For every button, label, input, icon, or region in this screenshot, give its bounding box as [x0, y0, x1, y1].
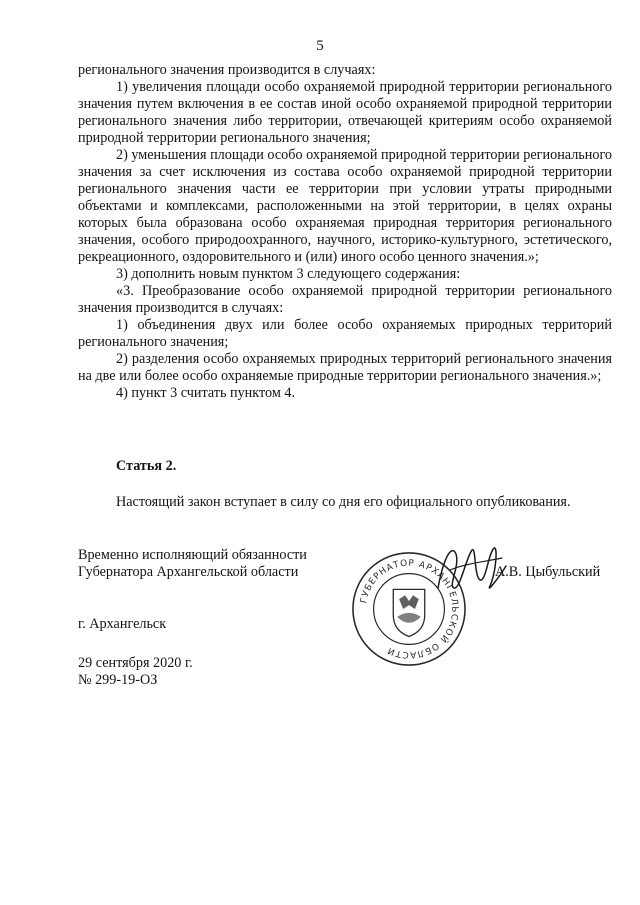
signer-name: А.В. Цыбульский: [495, 564, 601, 580]
signature-title-line: Губернатора Архангельской области: [78, 564, 299, 580]
date: 29 сентября 2020 г.: [78, 655, 193, 671]
paragraph: 3) дополнить новым пунктом 3 следующего содержания:: [116, 266, 461, 282]
paragraph: 2) уменьшения площади особо охраняемой природной территории регионального значения за счет исключения из состава особо охраняемой природной территории регионального значения части ее территории при условии утраты природными объектами и комплексами, расположенными на этой территории, в целях охраны которых была образована особо охраняемая природная территория регионального значения, особого природоохранного, научного, историко-культурного, эстетического, рекреационного, оздоровительного и (или) иного особо ценного значения.»;: [78, 147, 613, 265]
paragraph: 1) объединения двух или более особо охраняемых природных территорий регионального значения;: [78, 317, 612, 350]
city: г. Архангельск: [78, 616, 167, 632]
signature-title: [78, 547, 307, 581]
article-heading: Статья 2.: [116, 458, 177, 474]
paragraph: регионального значения производится в случаях:: [78, 62, 376, 78]
paragraph: 1) увеличения площади особо охраняемой природной территории регионального значения путем включения в ее состав иной особо охраняемой природной территории регионального значения либо территории, отвечающей критериям особо охраняемой природной территории регионального значения;: [78, 79, 612, 146]
page-number: 5: [316, 38, 324, 54]
signature-title-line: Временно исполняющий обязанности: [78, 547, 307, 563]
law-body-text: [78, 62, 612, 402]
seal-text: ГУБЕРНАТОР АРХАНГЕЛЬСКОЙ ОБЛАСТИ: [359, 558, 460, 660]
law-number: № 299-19-ОЗ: [78, 672, 158, 688]
paragraph: 2) разделения особо охраняемых природных территорий регионального значения на две или более особо охраняемые природные территории регионального значения.»;: [78, 351, 612, 384]
article-text: Настоящий закон вступает в силу со дня его официального опубликования.: [116, 494, 571, 510]
paragraph: 4) пункт 3 считать пунктом 4.: [116, 385, 295, 401]
paragraph: «3. Преобразование особо охраняемой природной территории регионального значения производится в случаях:: [78, 283, 612, 316]
handwritten-signature-icon: [430, 536, 510, 606]
